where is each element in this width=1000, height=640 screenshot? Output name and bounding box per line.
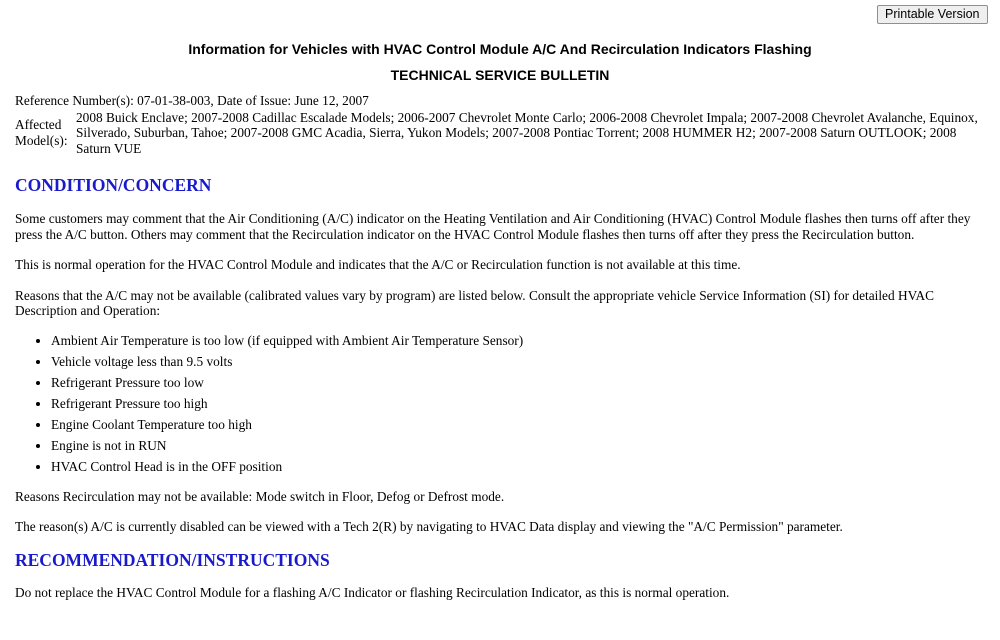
list-item: • Vehicle voltage less than 9.5 volts xyxy=(51,351,985,372)
list-item: • Engine is not in RUN xyxy=(51,435,985,456)
recommendation-heading: RECOMMENDATION/INSTRUCTIONS xyxy=(15,549,330,570)
affected-models-value: 2008 Buick Enclave; 2007-2008 Cadillac Escalade Models; 2006-2007 Chevrolet Monte Carlo; 2006-2008 Chevrolet Impala; 2007-2008 Chevrolet Avalanche, Equinox, Silverado, Suburban, Tahoe; 2007-2008 GMC Acadia, Sierra, Yukon Models; 2007-2008 Pontiac Torrent; 2008 HUMMER H2; 2007-2008 Saturn OUTLOOK; 2008 Saturn VUE xyxy=(76,109,978,156)
condition-paragraph-4: Reasons Recirculation may not be available: Mode switch in Floor, Defog or Defrost mode. xyxy=(15,488,505,504)
list-item: • Ambient Air Temperature is too low (if equipped with Ambient Air Temperature Sensor) xyxy=(51,330,985,351)
list-item: • Refrigerant Pressure too low xyxy=(51,372,985,393)
ac-unavailable-reasons-list xyxy=(15,330,985,477)
document-title: Information for Vehicles with HVAC Control Module A/C And Recirculation Indicators Flashing xyxy=(188,41,812,57)
affected-models-label: Affected Model(s): xyxy=(15,117,68,148)
affected-models-table xyxy=(15,110,985,157)
bulletin-type: TECHNICAL SERVICE BULLETIN xyxy=(390,67,610,83)
reference-line: Reference Number(s): 07-01-38-003, Date of Issue: June 12, 2007 xyxy=(15,93,369,108)
list-item: • Engine Coolant Temperature too high xyxy=(51,414,985,435)
list-item: • Refrigerant Pressure too high xyxy=(51,393,985,414)
condition-paragraph-2: This is normal operation for the HVAC Control Module and indicates that the A/C or Recirculation function is not available at this time. xyxy=(15,257,741,272)
list-item: • HVAC Control Head is in the OFF position xyxy=(51,456,985,477)
printable-version-button[interactable]: Printable Version xyxy=(877,5,988,24)
bulletin-content xyxy=(15,93,985,615)
condition-paragraph-3: Reasons that the A/C may not be available (calibrated values vary by program) are listed below. Consult the appropriate vehicle Service Information (SI) for detailed HVAC Description and Operation: xyxy=(15,287,934,318)
condition-paragraph-1: Some customers may comment that the Air Conditioning (A/C) indicator on the Heating Ventilation and Air Conditioning (HVAC) Control Module flashes then turns off after they press the A/C button. Others may comment that the Recirculation indicator on the HVAC Control Module flashes then turns off after they press the Recirculation button. xyxy=(15,211,971,242)
condition-paragraph-5: The reason(s) A/C is currently disabled can be viewed with a Tech 2(R) by navigating to HVAC Data display and viewing the "A/C Permission" parameter. xyxy=(15,519,843,534)
recommendation-paragraph-1: Do not replace the HVAC Control Module for a flashing A/C Indicator or flashing Recirculation Indicator, as this is normal operation. xyxy=(15,584,730,600)
condition-heading: CONDITION/CONCERN xyxy=(15,175,212,195)
